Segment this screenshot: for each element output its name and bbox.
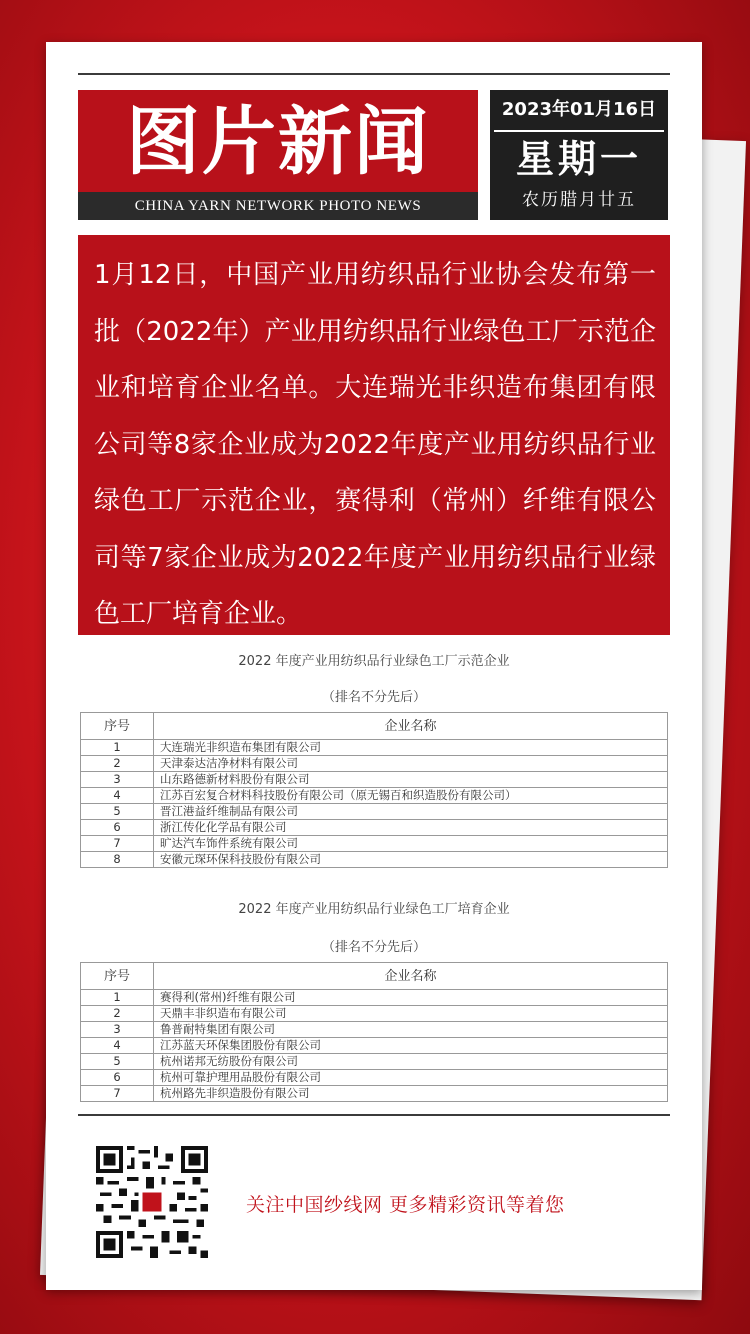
- table-row: [81, 740, 668, 756]
- weekday: 星期一: [515, 137, 642, 181]
- company-name: 江苏百宏复合材料科技股份有限公司（原无锡百和织造股份有限公司）: [154, 788, 668, 804]
- company-name: 安徽元琛环保科技股份有限公司: [154, 852, 668, 868]
- row-number: 5: [81, 1054, 154, 1070]
- table-header-row: [81, 963, 668, 990]
- cultivate-table: [80, 962, 668, 1102]
- company-name: 鲁普耐特集团有限公司: [154, 1022, 668, 1038]
- company-name: 赛得利(常州)纤维有限公司: [154, 990, 668, 1006]
- table-row: [81, 772, 668, 788]
- row-number: 6: [81, 1070, 154, 1086]
- table-row: [81, 1038, 668, 1054]
- company-name: 杭州可靠护理用品股份有限公司: [154, 1070, 668, 1086]
- qr-code-icon[interactable]: [96, 1146, 208, 1258]
- row-number: 7: [81, 1086, 154, 1102]
- table-row: [81, 990, 668, 1006]
- table-row: [81, 1022, 668, 1038]
- company-name: 天津泰达洁净材料有限公司: [154, 756, 668, 772]
- table-row: [81, 852, 668, 868]
- demo-table: [80, 712, 668, 868]
- company-name: 浙江传化化学品有限公司: [154, 820, 668, 836]
- masthead: [78, 90, 478, 220]
- company-name: 旷达汽车饰件系统有限公司: [154, 836, 668, 852]
- row-number: 8: [81, 852, 154, 868]
- company-name: 天鼎丰非织造布有限公司: [154, 1006, 668, 1022]
- row-number: 2: [81, 756, 154, 772]
- row-number: 6: [81, 820, 154, 836]
- row-number: 4: [81, 788, 154, 804]
- demo-list-title: 2022 年度产业用纺织品行业绿色工厂示范企业: [238, 654, 510, 669]
- row-number: 3: [81, 1022, 154, 1038]
- table-row: [81, 1006, 668, 1022]
- cultivate-list-title: 2022 年度产业用纺织品行业绿色工厂培育企业: [238, 902, 510, 917]
- table-row: [81, 756, 668, 772]
- table-row: [81, 804, 668, 820]
- table-row: [81, 1086, 668, 1102]
- article-text: 1月12日，中国产业用纺织品行业协会发布第一批（2022年）产业用纺织品行业绿色工厂示范企业和培育企业名单。大连瑞光非织造布集团有限公司等8家企业成为2022年度产业用纺织品行业绿色工厂示范企业，赛得利（常州）纤维有限公司等7家企业成为2022年度产业用纺织品行业绿色工厂培育企业。: [94, 260, 656, 629]
- gregorian-date: 2023年01月16日: [494, 90, 664, 132]
- row-number: 2: [81, 1006, 154, 1022]
- row-number: 1: [81, 740, 154, 756]
- masthead-title: 图片新闻: [126, 99, 430, 185]
- follow-prompt[interactable]: 关注中国纱线网 更多精彩资讯等着您: [246, 1194, 565, 1216]
- header-number: 序号: [81, 963, 154, 990]
- row-number: 5: [81, 804, 154, 820]
- table-row: [81, 788, 668, 804]
- article-box: [78, 235, 670, 635]
- lunar-date: 农历腊月廿五: [522, 190, 636, 210]
- row-number: 4: [81, 1038, 154, 1054]
- company-name: 江苏蓝天环保集团股份有限公司: [154, 1038, 668, 1054]
- cultivate-list-note: （排名不分先后）: [321, 940, 426, 955]
- row-number: 7: [81, 836, 154, 852]
- company-name: 大连瑞光非织造布集团有限公司: [154, 740, 668, 756]
- newspaper-page: [46, 42, 702, 1290]
- company-name: 杭州路先非织造股份有限公司: [154, 1086, 668, 1102]
- masthead-subtitle: CHINA YARN NETWORK PHOTO NEWS: [78, 192, 478, 220]
- company-name: 杭州诺邦无纺股份有限公司: [154, 1054, 668, 1070]
- header-number: 序号: [81, 713, 154, 740]
- header-company: 企业名称: [154, 963, 668, 990]
- top-rule: [78, 73, 670, 75]
- qr-code-graphic: [96, 1146, 208, 1258]
- bottom-rule: [78, 1114, 670, 1116]
- table-row: [81, 1054, 668, 1070]
- table-row: [81, 836, 668, 852]
- table-header-row: [81, 713, 668, 740]
- row-number: 1: [81, 990, 154, 1006]
- header-company: 企业名称: [154, 713, 668, 740]
- demo-list-note: （排名不分先后）: [321, 690, 426, 705]
- document-image: [78, 644, 670, 1116]
- table-row: [81, 820, 668, 836]
- date-box: [490, 90, 668, 220]
- table-row: [81, 1070, 668, 1086]
- company-name: 山东路德新材料股份有限公司: [154, 772, 668, 788]
- row-number: 3: [81, 772, 154, 788]
- company-name: 晋江港益纤维制品有限公司: [154, 804, 668, 820]
